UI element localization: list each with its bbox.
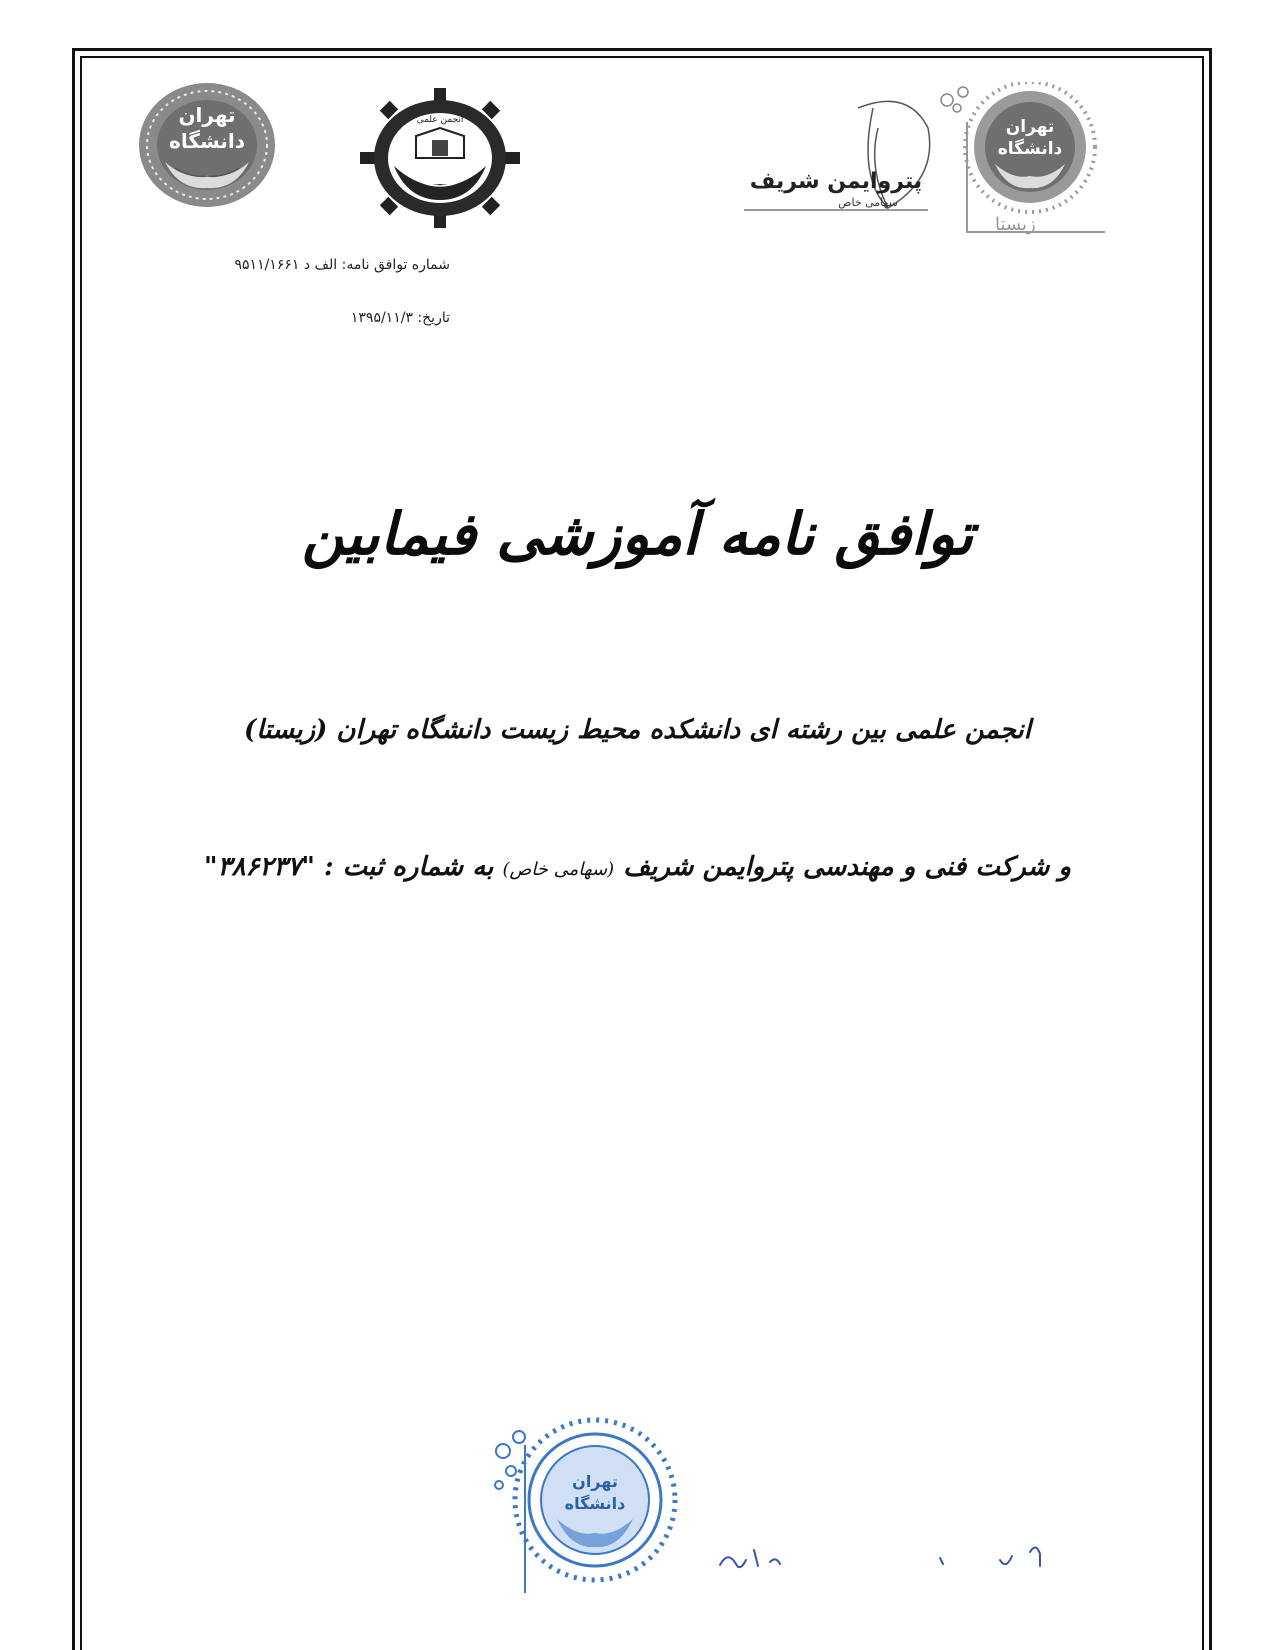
party-two-prefix: و شرکت فنی و مهندسی پتروایمن شریف — [623, 852, 1072, 882]
svg-text:تهران: تهران — [572, 1472, 618, 1491]
agreement-number-label: شماره توافق نامه: — [341, 257, 450, 273]
zista-university-seal-icon — [935, 82, 1115, 242]
signature-marks-icon — [700, 1520, 1080, 1580]
date-value: ۱۳۹۵/۱۱/۳ — [350, 310, 413, 326]
party-two-line — [0, 852, 1275, 882]
document-title: توافق نامه آموزشی فیمابین — [301, 500, 974, 568]
engineering-gear-seal-icon — [360, 88, 520, 228]
party-two-paren: (سهامی خاص) — [502, 859, 615, 880]
university-of-tehran-seal-icon — [135, 80, 280, 210]
svg-text:تهران: تهران — [178, 103, 236, 127]
svg-text:تهران: تهران — [1005, 117, 1055, 137]
party-one-line: انجمن علمی بین رشته ای دانشکده محیط زیست دانشگاه تهران (زیستا) — [244, 715, 1031, 745]
petro-imen-sharif-logo-icon — [738, 88, 938, 218]
party-two-suffix: به شماره ثبت : — [323, 852, 494, 882]
agreement-number-value: الف د ۹۵۱۱/۱۶۶۱ — [234, 257, 338, 273]
zista-stamp-icon — [485, 1415, 685, 1595]
svg-text:دانشگاه: دانشگاه — [997, 139, 1063, 159]
svg-text:انجمن علمی: انجمن علمی — [416, 115, 464, 125]
agreement-number — [235, 257, 450, 273]
zista-logo-text: زیستا — [995, 214, 1036, 235]
petro-logo-text: پتروایمن شریف — [749, 169, 923, 194]
agreement-date — [351, 310, 450, 326]
date-label: تاریخ: — [417, 310, 450, 326]
svg-text:دانشگاه: دانشگاه — [564, 1494, 626, 1513]
registration-number: "۳۸۶۲۳۷" — [203, 852, 315, 882]
svg-text:دانشگاه: دانشگاه — [169, 129, 245, 153]
petro-logo-subtext: سهامی خاص — [838, 196, 898, 209]
